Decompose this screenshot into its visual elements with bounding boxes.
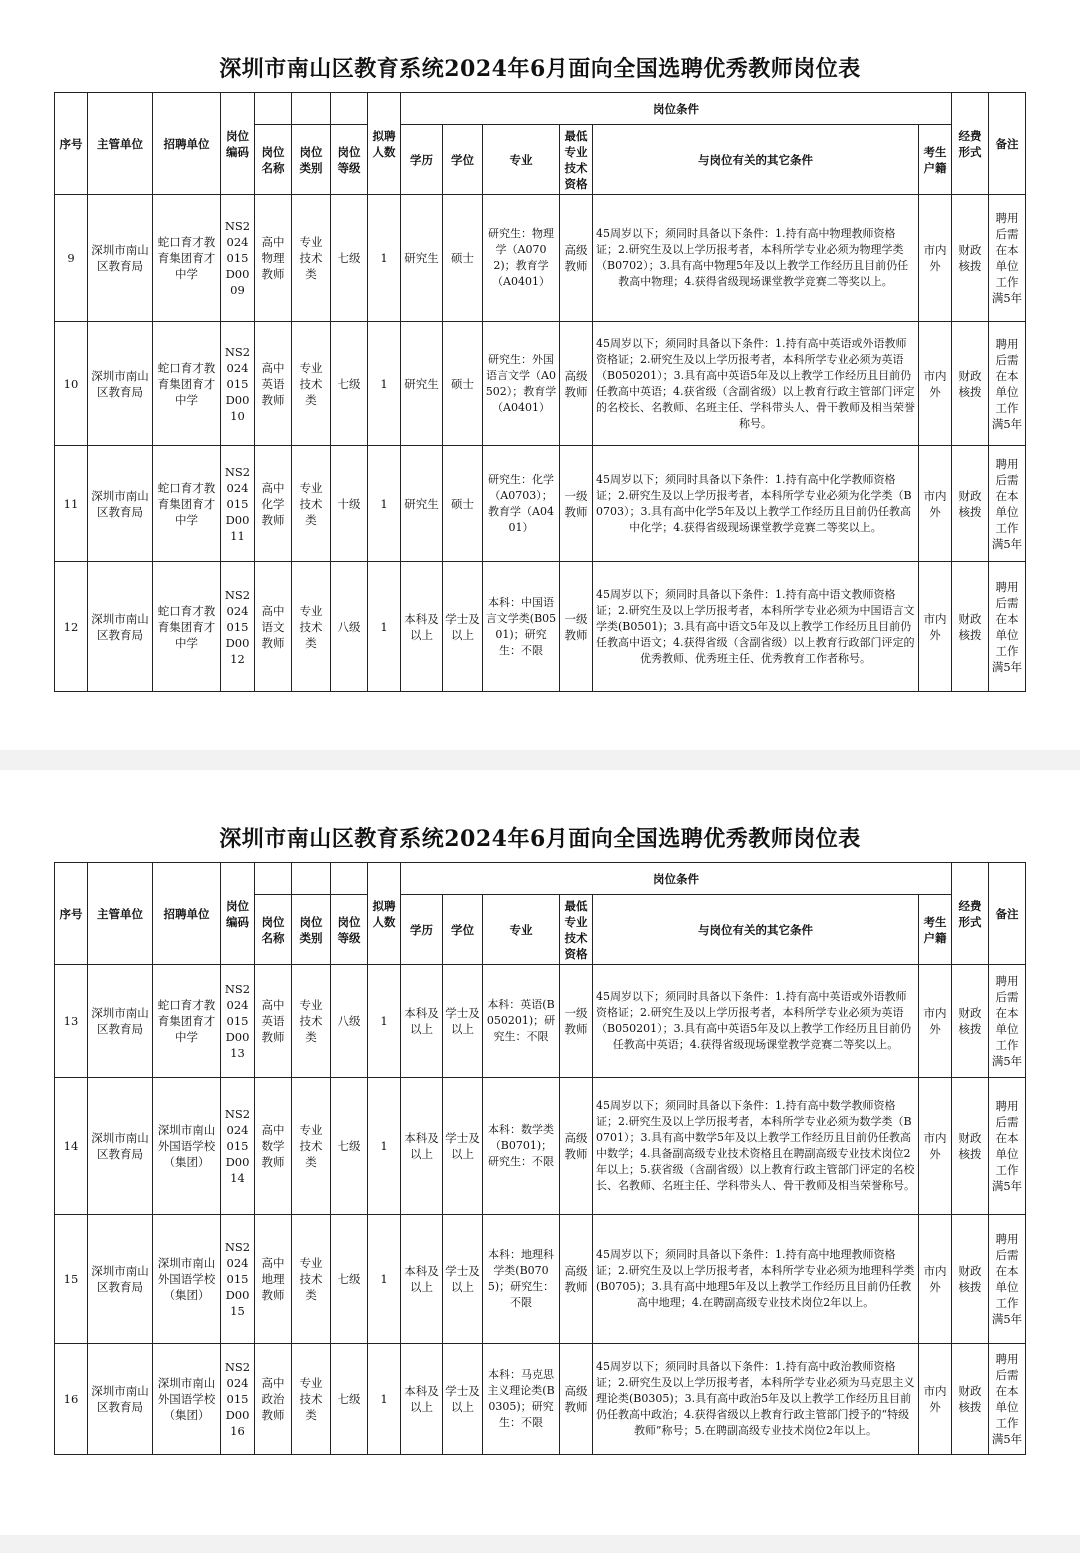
cell-major: 研究生：外国语言文学（A0502）；教育学（A0401）	[483, 322, 560, 446]
cell-code: NS2024015D0009	[221, 195, 255, 322]
cell-level: 八级	[331, 965, 368, 1078]
cell-level: 七级	[331, 1215, 368, 1344]
cell-no: 10	[55, 322, 88, 446]
cell-category: 专业技术类	[292, 446, 331, 562]
header-code: 岗位编码	[221, 93, 255, 195]
header-conditions-group: 岗位条件	[401, 863, 952, 895]
cell-level: 八级	[331, 562, 368, 692]
cell-code: NS2024015D0010	[221, 322, 255, 446]
cell-no: 15	[55, 1215, 88, 1344]
header-name: 岗位名称	[255, 895, 292, 965]
cell-category: 专业技术类	[292, 322, 331, 446]
job-table	[54, 862, 1026, 1455]
cell-funding: 财政核拨	[952, 322, 989, 446]
cell-degree: 学士及以上	[443, 1078, 483, 1215]
cell-degree: 学士及以上	[443, 562, 483, 692]
cell-other: 45周岁以下；须同时具备以下条件：1.持有高中地理教师资格证；2.研究生及以上学历报考者，本科所学专业必须为地理科学类(B0705)；3.具有高中地理5年及以上教学工作经历且目前仍任教高中地理；4.在聘副高级专业技术岗位2年以上。	[593, 1215, 919, 1344]
cell-degree: 学士及以上	[443, 965, 483, 1078]
table-row	[55, 446, 1026, 562]
cell-hukou: 市内外	[919, 562, 952, 692]
cell-major: 本科：中国语言文学类(B0501)；研究生：不限	[483, 562, 560, 692]
cell-no: 11	[55, 446, 88, 562]
cell-name: 高中地理教师	[255, 1215, 292, 1344]
header-blank	[255, 863, 292, 895]
cell-hukou: 市内外	[919, 965, 952, 1078]
document-title: 深圳市南山区教育系统2024年6月面向全国选聘优秀教师岗位表	[219, 826, 861, 852]
cell-name: 高中英语教师	[255, 322, 292, 446]
cell-employer: 深圳市南山外国语学校（集团）	[153, 1078, 221, 1215]
cell-level: 七级	[331, 195, 368, 322]
cell-level: 七级	[331, 322, 368, 446]
cell-remark: 聘用后需在本单位工作满5年	[989, 195, 1026, 322]
cell-employer: 蛇口育才教育集团育才中学	[153, 446, 221, 562]
cell-employer: 蛇口育才教育集团育才中学	[153, 322, 221, 446]
cell-category: 专业技术类	[292, 562, 331, 692]
header-blank	[331, 93, 368, 125]
header-blank	[292, 93, 331, 125]
cell-funding: 财政核拨	[952, 1078, 989, 1215]
cell-major: 本科：地理科学类(B0705)；研究生：不限	[483, 1215, 560, 1344]
cell-edu: 本科及以上	[401, 1344, 443, 1455]
cell-hukou: 市内外	[919, 1344, 952, 1455]
cell-category: 专业技术类	[292, 195, 331, 322]
header-major: 专业	[483, 895, 560, 965]
header-edu: 学历	[401, 125, 443, 195]
cell-code: NS2024015D0011	[221, 446, 255, 562]
cell-employer: 深圳市南山外国语学校（集团）	[153, 1344, 221, 1455]
cell-dept: 深圳市南山区教育局	[88, 562, 153, 692]
header-blank	[255, 93, 292, 125]
cell-count: 1	[368, 446, 401, 562]
cell-count: 1	[368, 195, 401, 322]
cell-count: 1	[368, 1215, 401, 1344]
cell-no: 9	[55, 195, 88, 322]
cell-name: 高中政治教师	[255, 1344, 292, 1455]
cell-name: 高中数学教师	[255, 1078, 292, 1215]
header-edu: 学历	[401, 895, 443, 965]
cell-count: 1	[368, 1344, 401, 1455]
cell-remark: 聘用后需在本单位工作满5年	[989, 1215, 1026, 1344]
job-table	[54, 92, 1026, 692]
table-row	[55, 562, 1026, 692]
document-title: 深圳市南山区教育系统2024年6月面向全国选聘优秀教师岗位表	[219, 56, 861, 82]
cell-edu: 本科及以上	[401, 562, 443, 692]
cell-dept: 深圳市南山区教育局	[88, 1078, 153, 1215]
header-blank	[292, 863, 331, 895]
header-dept: 主管单位	[88, 863, 153, 965]
cell-hukou: 市内外	[919, 1215, 952, 1344]
document-page-2	[0, 770, 1080, 1535]
header-name: 岗位名称	[255, 125, 292, 195]
header-category: 岗位类别	[292, 125, 331, 195]
header-hukou: 考生户籍	[919, 895, 952, 965]
cell-degree: 硕士	[443, 322, 483, 446]
cell-category: 专业技术类	[292, 965, 331, 1078]
cell-count: 1	[368, 1078, 401, 1215]
cell-dept: 深圳市南山区教育局	[88, 322, 153, 446]
cell-title-req: 高级教师	[560, 1215, 593, 1344]
header-conditions-group: 岗位条件	[401, 93, 952, 125]
header-major: 专业	[483, 125, 560, 195]
header-no: 序号	[55, 93, 88, 195]
cell-major: 本科：英语(B050201)；研究生：不限	[483, 965, 560, 1078]
cell-no: 14	[55, 1078, 88, 1215]
header-title-req: 最低专业技术资格	[560, 125, 593, 195]
header-level: 岗位等级	[331, 895, 368, 965]
cell-code: NS2024015D0015	[221, 1215, 255, 1344]
cell-edu: 本科及以上	[401, 965, 443, 1078]
table-row	[55, 965, 1026, 1078]
cell-major: 研究生：物理学（A0702)；教育学（A0401）	[483, 195, 560, 322]
cell-name: 高中语文教师	[255, 562, 292, 692]
cell-hukou: 市内外	[919, 446, 952, 562]
header-count: 拟聘人数	[368, 863, 401, 965]
cell-category: 专业技术类	[292, 1078, 331, 1215]
header-employer: 招聘单位	[153, 93, 221, 195]
cell-no: 12	[55, 562, 88, 692]
cell-title-req: 高级教师	[560, 1344, 593, 1455]
cell-remark: 聘用后需在本单位工作满5年	[989, 965, 1026, 1078]
cell-hukou: 市内外	[919, 1078, 952, 1215]
header-title-req: 最低专业技术资格	[560, 895, 593, 965]
cell-major: 本科：马克思主义理论类(B0305)；研究生：不限	[483, 1344, 560, 1455]
cell-title-req: 高级教师	[560, 1078, 593, 1215]
cell-employer: 深圳市南山外国语学校（集团）	[153, 1215, 221, 1344]
cell-edu: 本科及以上	[401, 1078, 443, 1215]
cell-category: 专业技术类	[292, 1215, 331, 1344]
cell-title-req: 一级教师	[560, 562, 593, 692]
cell-no: 16	[55, 1344, 88, 1455]
cell-remark: 聘用后需在本单位工作满5年	[989, 446, 1026, 562]
cell-count: 1	[368, 562, 401, 692]
header-dept: 主管单位	[88, 93, 153, 195]
header-no: 序号	[55, 863, 88, 965]
header-remark: 备注	[989, 93, 1026, 195]
table-row	[55, 1344, 1026, 1455]
cell-code: NS2024015D0013	[221, 965, 255, 1078]
cell-no: 13	[55, 965, 88, 1078]
cell-title-req: 高级教师	[560, 322, 593, 446]
cell-employer: 蛇口育才教育集团育才中学	[153, 195, 221, 322]
cell-other: 45周岁以下；须同时具备以下条件：1.持有高中物理教师资格证；2.研究生及以上学历报考者，本科所学专业必须为物理学类（B0702）；3.具有高中物理5年及以上教学工作经历且目前仍任教高中物理；4.获得省级现场课堂教学竞赛二等奖以上。	[593, 195, 919, 322]
header-count: 拟聘人数	[368, 93, 401, 195]
header-code: 岗位编码	[221, 863, 255, 965]
cell-other: 45周岁以下；须同时具备以下条件：1.持有高中政治教师资格证；2.研究生及以上学历报考者，本科所学专业必须为马克思主义理论类(B0305)；3.具有高中政治5年及以上教学工作经历且目前仍任教高中政治；4.获得省级以上教育行政主管部门授予的“特级教师”称号；5.在聘副高级专业技术岗位2年以上。	[593, 1344, 919, 1455]
cell-code: NS2024015D0012	[221, 562, 255, 692]
cell-category: 专业技术类	[292, 1344, 331, 1455]
cell-title-req: 一级教师	[560, 446, 593, 562]
cell-title-req: 一级教师	[560, 965, 593, 1078]
header-other: 与岗位有关的其它条件	[593, 125, 919, 195]
table-row	[55, 195, 1026, 322]
cell-other: 45周岁以下；须同时具备以下条件：1.持有高中英语或外语教师资格证；2.研究生及以上学历报考者，本科所学专业必须为英语（B050201）；3.具有高中英语5年及以上教学工作经历且目前仍任教高中英语；4.获得省级现场课堂教学竞赛二等奖以上。	[593, 965, 919, 1078]
header-blank	[331, 863, 368, 895]
cell-degree: 硕士	[443, 195, 483, 322]
cell-edu: 研究生	[401, 446, 443, 562]
document-page-1	[0, 0, 1080, 750]
cell-major: 研究生：化学（A0703）；教育学（A0401）	[483, 446, 560, 562]
cell-other: 45周岁以下；须同时具备以下条件：1.持有高中英语或外语教师资格证；2.研究生及以上学历报考者，本科所学专业必须为英语（B050201）；3.具有高中英语5年及以上教学工作经历且目前仍任教高中英语；4.获省级（含副省级）以上教育行政主管部门评定的名校长、名教师、名班主任、学科带头人、骨干教师及相当荣誉称号。	[593, 322, 919, 446]
cell-employer: 蛇口育才教育集团育才中学	[153, 562, 221, 692]
cell-degree: 学士及以上	[443, 1344, 483, 1455]
cell-dept: 深圳市南山区教育局	[88, 1344, 153, 1455]
cell-count: 1	[368, 965, 401, 1078]
cell-major: 本科：数学类（B0701)；研究生：不限	[483, 1078, 560, 1215]
cell-funding: 财政核拨	[952, 562, 989, 692]
header-category: 岗位类别	[292, 895, 331, 965]
cell-edu: 本科及以上	[401, 1215, 443, 1344]
header-degree: 学位	[443, 895, 483, 965]
cell-name: 高中化学教师	[255, 446, 292, 562]
cell-degree: 硕士	[443, 446, 483, 562]
cell-edu: 研究生	[401, 195, 443, 322]
header-funding: 经费形式	[952, 863, 989, 965]
cell-employer: 蛇口育才教育集团育才中学	[153, 965, 221, 1078]
header-remark: 备注	[989, 863, 1026, 965]
header-hukou: 考生户籍	[919, 125, 952, 195]
cell-other: 45周岁以下；须同时具备以下条件：1.持有高中化学教师资格证；2.研究生及以上学历报考者，本科所学专业必须为化学类（B0703）；3.具有高中化学5年及以上教学工作经历且目前仍任教高中化学；4.获得省级现场课堂教学竞赛二等奖以上。	[593, 446, 919, 562]
table-row	[55, 1215, 1026, 1344]
cell-remark: 聘用后需在本单位工作满5年	[989, 1344, 1026, 1455]
cell-remark: 聘用后需在本单位工作满5年	[989, 322, 1026, 446]
cell-funding: 财政核拨	[952, 1215, 989, 1344]
cell-level: 七级	[331, 1344, 368, 1455]
cell-name: 高中英语教师	[255, 965, 292, 1078]
cell-level: 十级	[331, 446, 368, 562]
cell-code: NS2024015D0014	[221, 1078, 255, 1215]
cell-funding: 财政核拨	[952, 1344, 989, 1455]
cell-name: 高中物理教师	[255, 195, 292, 322]
cell-funding: 财政核拨	[952, 446, 989, 562]
cell-degree: 学士及以上	[443, 1215, 483, 1344]
cell-code: NS2024015D0016	[221, 1344, 255, 1455]
cell-other: 45周岁以下；须同时具备以下条件：1.持有高中语文教师资格证；2.研究生及以上学历报考者，本科所学专业必须为中国语言文学类(B0501)；3.具有高中语文5年及以上教学工作经历且目前仍任教高中语文；4.获得省级（含副省级）以上教育行政部门评定的优秀教师、优秀班主任、优秀教育工作者称号。	[593, 562, 919, 692]
header-level: 岗位等级	[331, 125, 368, 195]
cell-level: 七级	[331, 1078, 368, 1215]
header-funding: 经费形式	[952, 93, 989, 195]
header-other: 与岗位有关的其它条件	[593, 895, 919, 965]
cell-dept: 深圳市南山区教育局	[88, 965, 153, 1078]
cell-funding: 财政核拨	[952, 195, 989, 322]
cell-funding: 财政核拨	[952, 965, 989, 1078]
cell-hukou: 市内外	[919, 195, 952, 322]
cell-other: 45周岁以下；须同时具备以下条件：1.持有高中数学教师资格证；2.研究生及以上学历报考者，本科所学专业必须为数学类（B0701）；3.具有高中数学5年及以上教学工作经历且目前仍任教高中数学；4.具备副高级专业技术资格且在聘副高级专业技术岗位2年以上；5.获省级（含副省级）以上教育行政主管部门评定的名校长、名教师、名班主任、学科带头人、骨干教师及相当荣誉称号。	[593, 1078, 919, 1215]
header-degree: 学位	[443, 125, 483, 195]
table-row	[55, 322, 1026, 446]
cell-remark: 聘用后需在本单位工作满5年	[989, 1078, 1026, 1215]
cell-title-req: 高级教师	[560, 195, 593, 322]
table-row	[55, 1078, 1026, 1215]
cell-count: 1	[368, 322, 401, 446]
cell-edu: 研究生	[401, 322, 443, 446]
cell-hukou: 市内外	[919, 322, 952, 446]
cell-dept: 深圳市南山区教育局	[88, 1215, 153, 1344]
header-employer: 招聘单位	[153, 863, 221, 965]
cell-dept: 深圳市南山区教育局	[88, 446, 153, 562]
cell-remark: 聘用后需在本单位工作满5年	[989, 562, 1026, 692]
cell-dept: 深圳市南山区教育局	[88, 195, 153, 322]
